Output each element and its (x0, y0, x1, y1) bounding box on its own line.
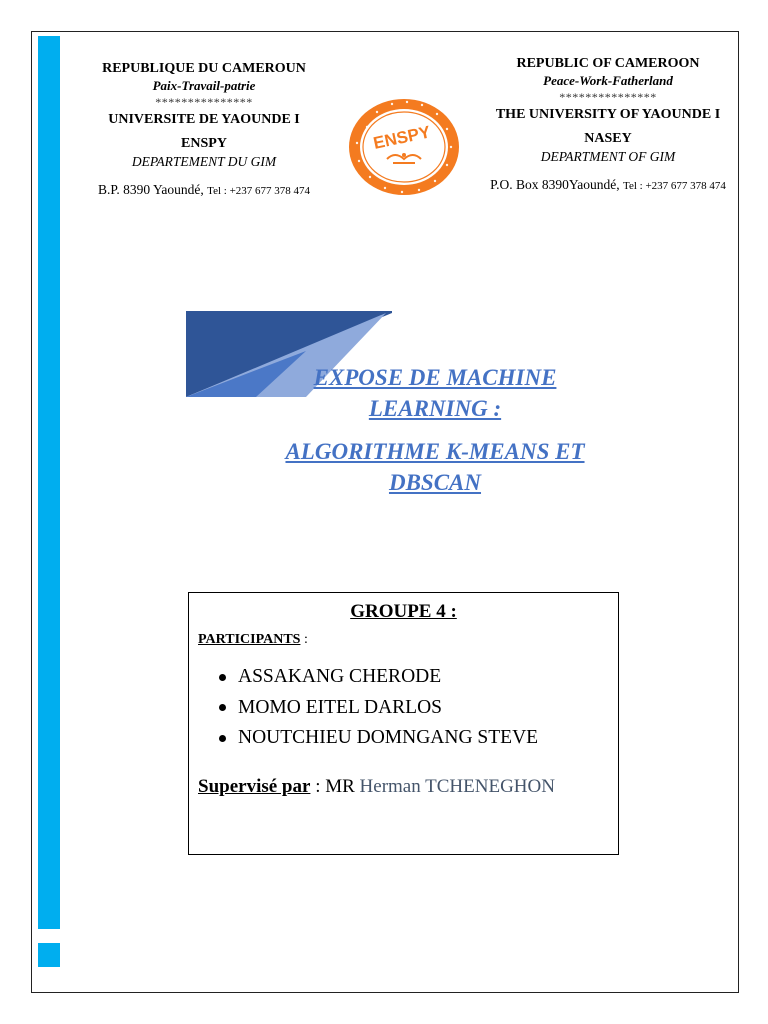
participants-list (189, 662, 618, 754)
address-text-en: P.O. Box 8390Yaoundé, (490, 176, 620, 192)
department-fr: DEPARTEMENT DU GIM (131, 154, 277, 170)
group-info-box (188, 592, 619, 855)
bullet-icon (219, 674, 226, 681)
address-fr (84, 181, 324, 199)
supervisor-line (198, 776, 618, 798)
motto-en: Peace-Work-Fatherland (543, 73, 673, 89)
header-left (84, 60, 324, 212)
address-text-fr: B.P. 8390 Yaoundé, (97, 181, 204, 197)
stars-separator-en: *************** (559, 90, 657, 105)
side-accent-square (38, 943, 60, 967)
participant-name: ASSAKANG CHERODE (238, 666, 442, 687)
header-right (478, 55, 738, 207)
tel-en: Tel : +237 677 378 474 (623, 179, 726, 192)
list-item (219, 723, 618, 754)
supervisor-label: Supervisé par (198, 775, 311, 797)
participants-suffix: : (300, 632, 308, 647)
enspy-emblem-icon (347, 97, 461, 197)
country-name-en: REPUBLIC OF CAMEROON (516, 56, 700, 71)
participants-label: PARTICIPANTS (198, 632, 301, 647)
tel-fr: Tel : +237 677 378 474 (207, 184, 311, 197)
list-item (219, 693, 618, 724)
participant-name: NOUTCHIEU DOMNGANG STEVE (238, 727, 539, 748)
address-en (478, 176, 738, 194)
supervisor-separator: : MR (310, 775, 360, 797)
side-accent-bar (38, 36, 60, 929)
participant-name: MOMO EITEL DARLOS (238, 696, 443, 718)
school-name-fr: ENSPY (181, 135, 227, 151)
motto-fr: Paix-Travail-patrie (152, 78, 256, 94)
supervisor-name: Herman TCHENEGHON (359, 775, 555, 797)
school-name-en: NASEY (584, 130, 632, 146)
stars-separator-fr: *************** (155, 95, 253, 110)
document-title (230, 362, 640, 498)
title-line-4: DBSCAN (388, 470, 482, 495)
department-en: DEPARTMENT OF GIM (540, 149, 676, 165)
title-line-3: ALGORITHME K-MEANS ET (285, 439, 585, 464)
country-name-fr: REPUBLIQUE DU CAMEROUN (102, 61, 306, 76)
group-title: GROUPE 4 : (350, 601, 457, 622)
bullet-icon (219, 735, 226, 742)
logo-text: ENSPY (371, 122, 433, 153)
title-line-1: EXPOSE DE MACHINE (313, 365, 557, 390)
bullet-icon (219, 704, 226, 711)
title-line-2: LEARNING : (368, 396, 502, 421)
university-name-fr: UNIVERSITE DE YAOUNDE I (108, 111, 300, 127)
list-item (219, 662, 618, 693)
participants-heading (198, 632, 618, 648)
university-name-en: THE UNIVERSITY OF YAOUNDE I (495, 106, 721, 122)
